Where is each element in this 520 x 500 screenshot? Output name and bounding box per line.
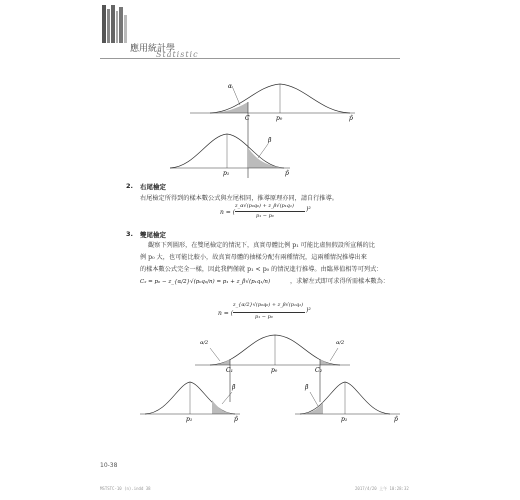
footer-left: MSTSTC-10 (n).indd 38: [100, 486, 151, 491]
page-number: 10-38: [100, 462, 118, 469]
footer-right: 2017/4/20 上午 10:28:32: [355, 486, 409, 491]
n2-formula-lhs: n = (: [218, 310, 234, 317]
section3-line2: 例 p₀ 大，也可能比較小，故真實母體的抽樣分配有兩種情況，這兩種情況推導出來: [140, 254, 367, 261]
two-tail-p1-right-label: p₁: [341, 416, 348, 423]
n-formula-numerator: z_α√(p₀q₀) + z_β√(p₁q₁): [235, 203, 294, 209]
two-tail-c1-label: C₁: [226, 367, 233, 374]
header-subtitle: Statistic: [156, 50, 199, 59]
left-tail-figure: [170, 78, 360, 178]
c2-equation: C₂ = p₀ − z_{α/2}√(p₀q₀/n) = p₁ + z_β√(p₁q₁/n): [140, 279, 271, 285]
section2-body: 右尾檢定所得到的樣本數公式與左尾相同，推導原理亦同，請自行推導。: [140, 195, 338, 202]
section3-title: 雙尾檢定: [140, 231, 166, 239]
header-rule: [100, 58, 400, 59]
two-tail-p0-label: p₀: [271, 367, 278, 374]
two-tail-alpha-right-label: α/2: [336, 340, 345, 346]
left-tail-p1-label: p₁: [223, 170, 230, 177]
n2-formula-numerator: z_{α/2}√(p₀q₀) + z_β√(p₁q₁): [233, 302, 304, 308]
section3-line3: 的樣本數公式完全一樣，因此我們僅就 p₁ < p₀ 的情況進行推導。由臨界值相等可列式：: [140, 266, 383, 273]
two-tail-beta-right-label: β: [305, 384, 309, 391]
two-tail-axis-right: p̂: [394, 416, 398, 423]
header-title: 應用統計學: [130, 44, 176, 54]
two-tail-beta-label: β: [232, 384, 236, 391]
left-tail-beta-label: β: [268, 137, 272, 144]
two-tail-p1-left-label: p₁: [186, 416, 193, 423]
two-tail-c2-label: C₂: [315, 367, 322, 374]
n-formula-denominator: p₁ − p₀: [256, 213, 274, 219]
n2-formula-bar: [233, 312, 305, 313]
n2-formula-power: )²: [306, 307, 311, 314]
section3-equation-tail: ，求解左式即可求得所需樣本數為：: [290, 278, 389, 285]
n-formula-power: )²: [306, 206, 311, 213]
n-formula-lhs: n = (: [220, 209, 236, 216]
section2-number: 2.: [126, 182, 133, 190]
section2-title: 右尾檢定: [140, 183, 166, 191]
left-tail-axis-label: p̂: [349, 115, 353, 122]
section3-line1: 觀察下列圖形，在雙尾檢定的情況下，真實母體比例 p₁ 可能比虛無假設所宣稱的比: [148, 242, 375, 249]
left-tail-c-label: C: [245, 115, 250, 122]
two-tail-figure: [140, 330, 410, 435]
left-tail-axis-label-2: p̂: [285, 170, 289, 177]
two-tail-alpha-left-label: α/2: [200, 340, 209, 346]
header-logo-bars: [102, 5, 128, 43]
two-tail-axis-left: p̂: [234, 416, 238, 423]
left-tail-alpha-label: α: [228, 83, 233, 90]
n-formula-bar: [235, 211, 305, 212]
n2-formula-denominator: p₁ − p₀: [255, 314, 273, 320]
section3-number: 3.: [126, 230, 133, 238]
left-tail-p0-label: p₀: [276, 115, 283, 122]
